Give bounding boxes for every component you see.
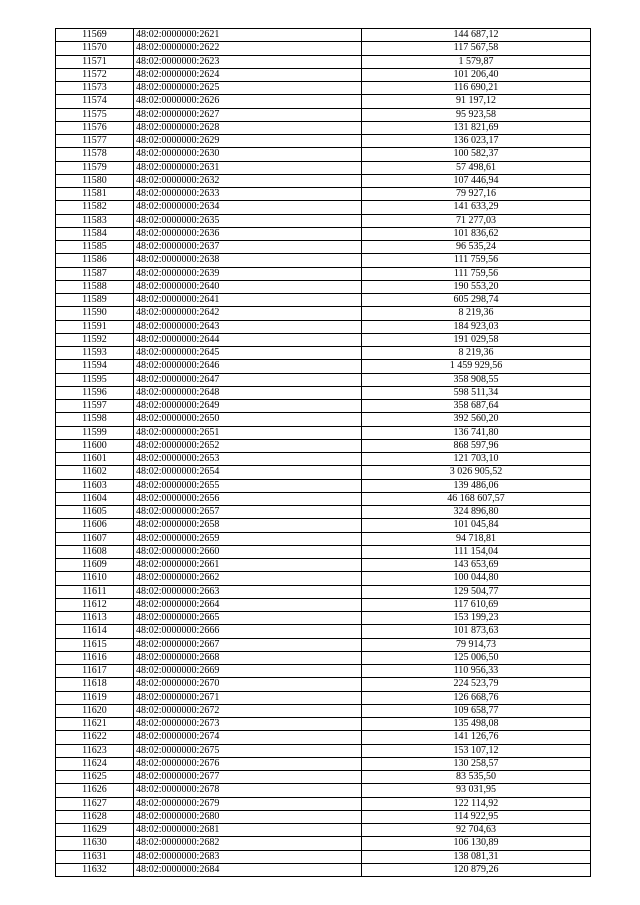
value-cell: 106 130,89 bbox=[362, 837, 591, 850]
table-row bbox=[56, 161, 591, 174]
cadastral-number-cell: 48:02:0000000:2655 bbox=[134, 479, 362, 492]
table-row bbox=[56, 744, 591, 757]
row-number-cell: 11630 bbox=[56, 837, 134, 850]
table-row bbox=[56, 479, 591, 492]
row-number-cell: 11597 bbox=[56, 400, 134, 413]
value-cell: 107 446,94 bbox=[362, 174, 591, 187]
value-cell: 605 298,74 bbox=[362, 294, 591, 307]
row-number-cell: 11582 bbox=[56, 201, 134, 214]
cadastral-number-cell: 48:02:0000000:2660 bbox=[134, 545, 362, 558]
cadastral-number-cell: 48:02:0000000:2630 bbox=[134, 148, 362, 161]
cadastral-number-cell: 48:02:0000000:2648 bbox=[134, 386, 362, 399]
value-cell: 358 908,55 bbox=[362, 373, 591, 386]
table-row bbox=[56, 333, 591, 346]
value-cell: 94 718,81 bbox=[362, 532, 591, 545]
cadastral-number-cell: 48:02:0000000:2640 bbox=[134, 280, 362, 293]
value-cell: 95 923,58 bbox=[362, 108, 591, 121]
cadastral-number-cell: 48:02:0000000:2677 bbox=[134, 771, 362, 784]
value-cell: 117 610,69 bbox=[362, 598, 591, 611]
cadastral-number-cell: 48:02:0000000:2646 bbox=[134, 360, 362, 373]
table-row bbox=[56, 731, 591, 744]
table-row bbox=[56, 307, 591, 320]
cadastral-number-cell: 48:02:0000000:2672 bbox=[134, 704, 362, 717]
table-row bbox=[56, 837, 591, 850]
value-cell: 153 107,12 bbox=[362, 744, 591, 757]
table-row bbox=[56, 453, 591, 466]
row-number-cell: 11615 bbox=[56, 638, 134, 651]
cadastral-number-cell: 48:02:0000000:2670 bbox=[134, 678, 362, 691]
cadastral-number-cell: 48:02:0000000:2641 bbox=[134, 294, 362, 307]
table-row bbox=[56, 280, 591, 293]
row-number-cell: 11587 bbox=[56, 267, 134, 280]
row-number-cell: 11585 bbox=[56, 241, 134, 254]
value-cell: 109 658,77 bbox=[362, 704, 591, 717]
table-row bbox=[56, 466, 591, 479]
row-number-cell: 11569 bbox=[56, 29, 134, 42]
cadastral-number-cell: 48:02:0000000:2658 bbox=[134, 519, 362, 532]
row-number-cell: 11581 bbox=[56, 188, 134, 201]
row-number-cell: 11596 bbox=[56, 386, 134, 399]
table-row bbox=[56, 347, 591, 360]
row-number-cell: 11614 bbox=[56, 625, 134, 638]
table-row bbox=[56, 492, 591, 505]
cadastral-number-cell: 48:02:0000000:2676 bbox=[134, 757, 362, 770]
cadastral-number-cell: 48:02:0000000:2681 bbox=[134, 824, 362, 837]
cadastral-number-cell: 48:02:0000000:2651 bbox=[134, 426, 362, 439]
value-cell: 101 873,63 bbox=[362, 625, 591, 638]
row-number-cell: 11607 bbox=[56, 532, 134, 545]
cadastral-number-cell: 48:02:0000000:2632 bbox=[134, 174, 362, 187]
table-row bbox=[56, 532, 591, 545]
table-row bbox=[56, 506, 591, 519]
cadastral-number-cell: 48:02:0000000:2671 bbox=[134, 691, 362, 704]
row-number-cell: 11620 bbox=[56, 704, 134, 717]
cadastral-number-cell: 48:02:0000000:2663 bbox=[134, 585, 362, 598]
row-number-cell: 11593 bbox=[56, 347, 134, 360]
value-cell: 130 258,57 bbox=[362, 757, 591, 770]
row-number-cell: 11574 bbox=[56, 95, 134, 108]
table-row bbox=[56, 413, 591, 426]
table-row bbox=[56, 585, 591, 598]
value-cell: 136 741,80 bbox=[362, 426, 591, 439]
value-cell: 153 199,23 bbox=[362, 612, 591, 625]
cadastral-number-cell: 48:02:0000000:2656 bbox=[134, 492, 362, 505]
cadastral-number-cell: 48:02:0000000:2625 bbox=[134, 82, 362, 95]
cadastral-number-cell: 48:02:0000000:2682 bbox=[134, 837, 362, 850]
table-row bbox=[56, 360, 591, 373]
value-cell: 8 219,36 bbox=[362, 347, 591, 360]
row-number-cell: 11595 bbox=[56, 373, 134, 386]
cadastral-number-cell: 48:02:0000000:2647 bbox=[134, 373, 362, 386]
row-number-cell: 11608 bbox=[56, 545, 134, 558]
cadastral-number-cell: 48:02:0000000:2637 bbox=[134, 241, 362, 254]
cadastral-number-cell: 48:02:0000000:2639 bbox=[134, 267, 362, 280]
table-row bbox=[56, 108, 591, 121]
cadastral-number-cell: 48:02:0000000:2669 bbox=[134, 665, 362, 678]
table-row bbox=[56, 135, 591, 148]
value-cell: 8 219,36 bbox=[362, 307, 591, 320]
value-cell: 101 045,84 bbox=[362, 519, 591, 532]
cadastral-number-cell: 48:02:0000000:2659 bbox=[134, 532, 362, 545]
table-row bbox=[56, 426, 591, 439]
cadastral-number-cell: 48:02:0000000:2664 bbox=[134, 598, 362, 611]
value-cell: 101 206,40 bbox=[362, 68, 591, 81]
value-cell: 868 597,96 bbox=[362, 439, 591, 452]
table-row bbox=[56, 572, 591, 585]
row-number-cell: 11623 bbox=[56, 744, 134, 757]
row-number-cell: 11616 bbox=[56, 651, 134, 664]
value-cell: 136 023,17 bbox=[362, 135, 591, 148]
table-row bbox=[56, 625, 591, 638]
row-number-cell: 11583 bbox=[56, 214, 134, 227]
table-row bbox=[56, 148, 591, 161]
value-cell: 79 914,73 bbox=[362, 638, 591, 651]
table-body bbox=[56, 29, 591, 877]
table-row bbox=[56, 373, 591, 386]
row-number-cell: 11588 bbox=[56, 280, 134, 293]
row-number-cell: 11628 bbox=[56, 810, 134, 823]
row-number-cell: 11619 bbox=[56, 691, 134, 704]
cadastral-number-cell: 48:02:0000000:2633 bbox=[134, 188, 362, 201]
table-row bbox=[56, 598, 591, 611]
value-cell: 135 498,08 bbox=[362, 718, 591, 731]
value-cell: 184 923,03 bbox=[362, 320, 591, 333]
table-row bbox=[56, 386, 591, 399]
cadastral-number-cell: 48:02:0000000:2643 bbox=[134, 320, 362, 333]
row-number-cell: 11598 bbox=[56, 413, 134, 426]
value-cell: 598 511,34 bbox=[362, 386, 591, 399]
row-number-cell: 11625 bbox=[56, 771, 134, 784]
cadastral-number-cell: 48:02:0000000:2683 bbox=[134, 850, 362, 863]
row-number-cell: 11580 bbox=[56, 174, 134, 187]
row-number-cell: 11579 bbox=[56, 161, 134, 174]
row-number-cell: 11613 bbox=[56, 612, 134, 625]
cadastral-number-cell: 48:02:0000000:2666 bbox=[134, 625, 362, 638]
table-row bbox=[56, 227, 591, 240]
table-row bbox=[56, 214, 591, 227]
row-number-cell: 11618 bbox=[56, 678, 134, 691]
value-cell: 121 703,10 bbox=[362, 453, 591, 466]
cadastral-value-table bbox=[55, 28, 591, 877]
value-cell: 143 653,69 bbox=[362, 559, 591, 572]
cadastral-number-cell: 48:02:0000000:2668 bbox=[134, 651, 362, 664]
value-cell: 46 168 607,57 bbox=[362, 492, 591, 505]
value-cell: 129 504,77 bbox=[362, 585, 591, 598]
row-number-cell: 11622 bbox=[56, 731, 134, 744]
table-row bbox=[56, 201, 591, 214]
cadastral-number-cell: 48:02:0000000:2636 bbox=[134, 227, 362, 240]
value-cell: 358 687,64 bbox=[362, 400, 591, 413]
value-cell: 190 553,20 bbox=[362, 280, 591, 293]
cadastral-number-cell: 48:02:0000000:2674 bbox=[134, 731, 362, 744]
value-cell: 101 836,62 bbox=[362, 227, 591, 240]
row-number-cell: 11611 bbox=[56, 585, 134, 598]
cadastral-number-cell: 48:02:0000000:2642 bbox=[134, 307, 362, 320]
cadastral-number-cell: 48:02:0000000:2628 bbox=[134, 121, 362, 134]
table-row bbox=[56, 174, 591, 187]
value-cell: 114 922,95 bbox=[362, 810, 591, 823]
value-cell: 83 535,50 bbox=[362, 771, 591, 784]
value-cell: 71 277,03 bbox=[362, 214, 591, 227]
cadastral-number-cell: 48:02:0000000:2638 bbox=[134, 254, 362, 267]
cadastral-number-cell: 48:02:0000000:2634 bbox=[134, 201, 362, 214]
cadastral-number-cell: 48:02:0000000:2661 bbox=[134, 559, 362, 572]
value-cell: 224 523,79 bbox=[362, 678, 591, 691]
cadastral-number-cell: 48:02:0000000:2678 bbox=[134, 784, 362, 797]
cadastral-number-cell: 48:02:0000000:2675 bbox=[134, 744, 362, 757]
value-cell: 139 486,06 bbox=[362, 479, 591, 492]
row-number-cell: 11578 bbox=[56, 148, 134, 161]
cadastral-number-cell: 48:02:0000000:2684 bbox=[134, 863, 362, 876]
cadastral-number-cell: 48:02:0000000:2679 bbox=[134, 797, 362, 810]
row-number-cell: 11594 bbox=[56, 360, 134, 373]
cadastral-number-cell: 48:02:0000000:2644 bbox=[134, 333, 362, 346]
table-row bbox=[56, 863, 591, 876]
cadastral-number-cell: 48:02:0000000:2624 bbox=[134, 68, 362, 81]
cadastral-number-cell: 48:02:0000000:2626 bbox=[134, 95, 362, 108]
value-cell: 141 126,76 bbox=[362, 731, 591, 744]
row-number-cell: 11603 bbox=[56, 479, 134, 492]
value-cell: 96 535,24 bbox=[362, 241, 591, 254]
value-cell: 93 031,95 bbox=[362, 784, 591, 797]
cadastral-number-cell: 48:02:0000000:2654 bbox=[134, 466, 362, 479]
row-number-cell: 11601 bbox=[56, 453, 134, 466]
cadastral-number-cell: 48:02:0000000:2665 bbox=[134, 612, 362, 625]
value-cell: 126 668,76 bbox=[362, 691, 591, 704]
value-cell: 1 579,87 bbox=[362, 55, 591, 68]
table-row bbox=[56, 55, 591, 68]
table-row bbox=[56, 771, 591, 784]
row-number-cell: 11590 bbox=[56, 307, 134, 320]
row-number-cell: 11605 bbox=[56, 506, 134, 519]
cadastral-number-cell: 48:02:0000000:2635 bbox=[134, 214, 362, 227]
cadastral-number-cell: 48:02:0000000:2629 bbox=[134, 135, 362, 148]
row-number-cell: 11602 bbox=[56, 466, 134, 479]
cadastral-number-cell: 48:02:0000000:2623 bbox=[134, 55, 362, 68]
value-cell: 100 582,37 bbox=[362, 148, 591, 161]
row-number-cell: 11573 bbox=[56, 82, 134, 95]
value-cell: 91 197,12 bbox=[362, 95, 591, 108]
table-row bbox=[56, 718, 591, 731]
table-row bbox=[56, 824, 591, 837]
value-cell: 144 687,12 bbox=[362, 29, 591, 42]
table-row bbox=[56, 612, 591, 625]
cadastral-number-cell: 48:02:0000000:2652 bbox=[134, 439, 362, 452]
value-cell: 141 633,29 bbox=[362, 201, 591, 214]
row-number-cell: 11577 bbox=[56, 135, 134, 148]
row-number-cell: 11575 bbox=[56, 108, 134, 121]
table-row bbox=[56, 294, 591, 307]
table-row bbox=[56, 810, 591, 823]
row-number-cell: 11624 bbox=[56, 757, 134, 770]
cadastral-number-cell: 48:02:0000000:2653 bbox=[134, 453, 362, 466]
row-number-cell: 11606 bbox=[56, 519, 134, 532]
row-number-cell: 11626 bbox=[56, 784, 134, 797]
value-cell: 120 879,26 bbox=[362, 863, 591, 876]
table-row bbox=[56, 254, 591, 267]
cadastral-number-cell: 48:02:0000000:2649 bbox=[134, 400, 362, 413]
row-number-cell: 11584 bbox=[56, 227, 134, 240]
cadastral-number-cell: 48:02:0000000:2645 bbox=[134, 347, 362, 360]
row-number-cell: 11610 bbox=[56, 572, 134, 585]
table-row bbox=[56, 545, 591, 558]
cadastral-number-cell: 48:02:0000000:2667 bbox=[134, 638, 362, 651]
value-cell: 111 759,56 bbox=[362, 267, 591, 280]
table-row bbox=[56, 320, 591, 333]
row-number-cell: 11586 bbox=[56, 254, 134, 267]
row-number-cell: 11599 bbox=[56, 426, 134, 439]
row-number-cell: 11570 bbox=[56, 42, 134, 55]
value-cell: 116 690,21 bbox=[362, 82, 591, 95]
value-cell: 392 560,20 bbox=[362, 413, 591, 426]
table-row bbox=[56, 519, 591, 532]
table-row bbox=[56, 82, 591, 95]
row-number-cell: 11629 bbox=[56, 824, 134, 837]
value-cell: 57 498,61 bbox=[362, 161, 591, 174]
row-number-cell: 11600 bbox=[56, 439, 134, 452]
value-cell: 111 154,04 bbox=[362, 545, 591, 558]
cadastral-number-cell: 48:02:0000000:2657 bbox=[134, 506, 362, 519]
row-number-cell: 11591 bbox=[56, 320, 134, 333]
table-row bbox=[56, 638, 591, 651]
value-cell: 138 081,31 bbox=[362, 850, 591, 863]
row-number-cell: 11604 bbox=[56, 492, 134, 505]
value-cell: 191 029,58 bbox=[362, 333, 591, 346]
table-row bbox=[56, 757, 591, 770]
table-row bbox=[56, 651, 591, 664]
row-number-cell: 11589 bbox=[56, 294, 134, 307]
value-cell: 1 459 929,56 bbox=[362, 360, 591, 373]
value-cell: 131 821,69 bbox=[362, 121, 591, 134]
table-row bbox=[56, 850, 591, 863]
cadastral-number-cell: 48:02:0000000:2673 bbox=[134, 718, 362, 731]
row-number-cell: 11571 bbox=[56, 55, 134, 68]
cadastral-number-cell: 48:02:0000000:2621 bbox=[134, 29, 362, 42]
value-cell: 125 006,50 bbox=[362, 651, 591, 664]
table-row bbox=[56, 188, 591, 201]
value-cell: 100 044,80 bbox=[362, 572, 591, 585]
cadastral-number-cell: 48:02:0000000:2622 bbox=[134, 42, 362, 55]
cadastral-number-cell: 48:02:0000000:2680 bbox=[134, 810, 362, 823]
value-cell: 92 704,63 bbox=[362, 824, 591, 837]
row-number-cell: 11609 bbox=[56, 559, 134, 572]
row-number-cell: 11621 bbox=[56, 718, 134, 731]
table-row bbox=[56, 95, 591, 108]
table-row bbox=[56, 784, 591, 797]
value-cell: 117 567,58 bbox=[362, 42, 591, 55]
table-row bbox=[56, 400, 591, 413]
table-row bbox=[56, 691, 591, 704]
table-row bbox=[56, 267, 591, 280]
table-row bbox=[56, 68, 591, 81]
value-cell: 324 896,80 bbox=[362, 506, 591, 519]
value-cell: 110 956,33 bbox=[362, 665, 591, 678]
value-cell: 3 026 905,52 bbox=[362, 466, 591, 479]
row-number-cell: 11617 bbox=[56, 665, 134, 678]
table-row bbox=[56, 439, 591, 452]
table-row bbox=[56, 29, 591, 42]
table-row bbox=[56, 797, 591, 810]
table-row bbox=[56, 665, 591, 678]
value-cell: 79 927,16 bbox=[362, 188, 591, 201]
row-number-cell: 11632 bbox=[56, 863, 134, 876]
cadastral-number-cell: 48:02:0000000:2627 bbox=[134, 108, 362, 121]
row-number-cell: 11612 bbox=[56, 598, 134, 611]
cadastral-number-cell: 48:02:0000000:2662 bbox=[134, 572, 362, 585]
table-row bbox=[56, 121, 591, 134]
cadastral-number-cell: 48:02:0000000:2631 bbox=[134, 161, 362, 174]
value-cell: 111 759,56 bbox=[362, 254, 591, 267]
table-row bbox=[56, 704, 591, 717]
table-row bbox=[56, 42, 591, 55]
cadastral-number-cell: 48:02:0000000:2650 bbox=[134, 413, 362, 426]
value-cell: 122 114,92 bbox=[362, 797, 591, 810]
row-number-cell: 11576 bbox=[56, 121, 134, 134]
table-row bbox=[56, 241, 591, 254]
row-number-cell: 11572 bbox=[56, 68, 134, 81]
table-row bbox=[56, 559, 591, 572]
table-row bbox=[56, 678, 591, 691]
row-number-cell: 11592 bbox=[56, 333, 134, 346]
row-number-cell: 11631 bbox=[56, 850, 134, 863]
row-number-cell: 11627 bbox=[56, 797, 134, 810]
